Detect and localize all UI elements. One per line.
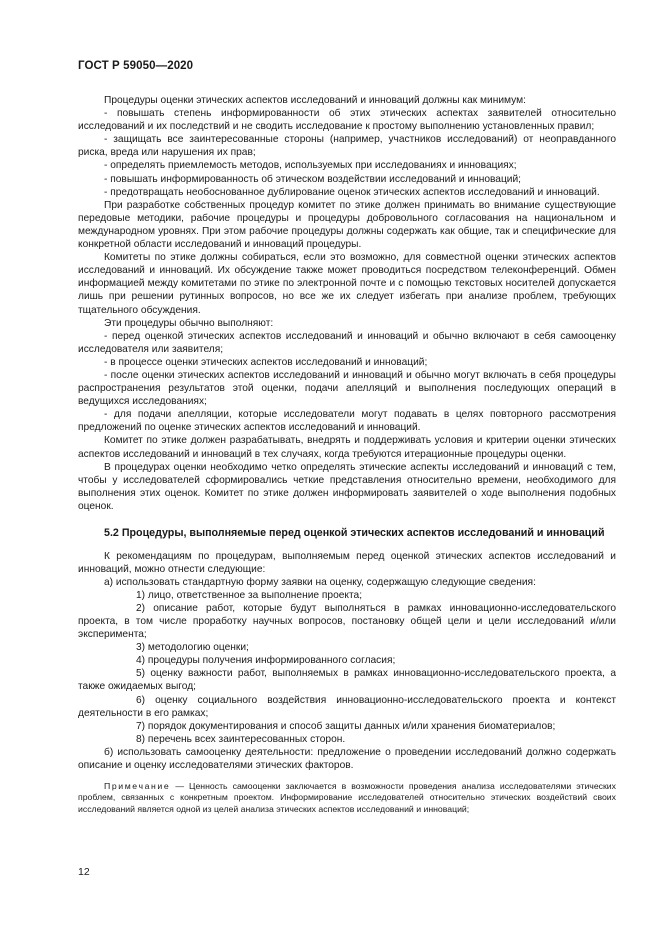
paragraph: Эти процедуры обычно выполняют:: [104, 317, 274, 329]
paragraph: При разработке собственных процедур комитет по этике должен принимать во внимание существующие передовые методики, рабочие процедуры и процедуры добровольного согласования на национальном и международном уровнях. При этом рабочие процедуры должны содержать как общие, так и специфические для конкретной области исследований и инноваций процедуры.: [78, 199, 616, 251]
note: [78, 781, 616, 815]
paragraph: Процедуры оценки этических аспектов исследований и инноваций должны как минимум:: [104, 95, 526, 106]
paragraph: - защищать все заинтересованные стороны (например, участников исследований) от неоправданного риска, вреда или нарушения их прав;: [78, 134, 616, 159]
paragraph: 1) лицо, ответственное за выполнение проекта;: [136, 589, 363, 601]
section-heading: 5.2 Процедуры, выполняемые перед оценкой этических аспектов исследований и инноваций: [104, 527, 605, 539]
paragraph: - перед оценкой этических аспектов исследований и инноваций и обычно включают в себя самооценку исследователя или заявителя;: [78, 330, 616, 355]
paragraph: - предотвращать необоснованное дублирование оценок этических аспектов исследований и инноваций.: [104, 186, 600, 198]
paragraph: К рекомендациям по процедурам, выполняемым перед оценкой этических аспектов исследований и инноваций, можно отнести следующие:: [78, 550, 616, 575]
paragraph: 2) описание работ, которые будут выполняться в рамках инновационно-исследовательского проекта, в том числе проработку научных вопросов, постановку общей цели и цели исследований и/или эксперимента;: [78, 602, 616, 641]
paragraph: - повышать информированность об этическом воздействии исследований и инноваций;: [104, 173, 521, 185]
paragraph: - для подачи апелляции, которые исследователи могут подавать в целях повторного рассмотрения предложений по оценке этических аспектов исследований и инноваций.: [78, 409, 616, 434]
document-header: ГОСТ Р 59050—2020: [78, 60, 194, 72]
paragraph: - после оценки этических аспектов исследований и инноваций и обычно могут включать в себя процедуры распространения результатов этой оценки, подачи апелляций и выполнения последующих операций в ведущихся исследованиях;: [78, 369, 616, 408]
paragraph: а) использовать стандартную форму заявки на оценку, содержащую следующие сведения:: [104, 576, 536, 588]
page-number: 12: [78, 866, 90, 878]
paragraph-group-section-5-2: [78, 550, 616, 773]
paragraph: Комитет по этике должен разрабатывать, внедрять и поддерживать условия и критерии оценки этических аспектов исследований и инноваций в тех случаях, когда требуются итерационные процедуры оценки.: [78, 435, 616, 460]
paragraph: 6) оценку социального воздействия инновационно-исследовательского проекта и контекст деятельности в его рамках;: [78, 694, 616, 719]
document-body: [78, 94, 616, 815]
paragraph: 8) перечень всех заинтересованных сторон.: [136, 733, 346, 745]
paragraph: Комитеты по этике должны собираться, если это возможно, для совместной оценки этических аспектов исследований и инноваций. Их обсуждение также может проводиться посредством телеконференций. Обмен информацией между комитетами по этике по электронной почте и с помощью текстовых носителей допускается лишь при решении рутинных вопросов, но все же их следует избегать при анализе проблем, требующих тщательного обсуждения.: [78, 252, 616, 316]
paragraph: В процедурах оценки необходимо четко определять этические аспекты исследований и инноваций с тем, чтобы у исследователей сформировались четкие представления относительно времени, необходимого для выполнения этих оценок. Комитет по этике должен информировать заявителей о ходе выполнения подобных оценок.: [78, 461, 616, 512]
paragraph: - определять приемлемость методов, используемых при исследованиях и инновациях;: [104, 160, 517, 172]
paragraph: б) использовать самооценку деятельности: предложение о проведении исследований должно содержать описание и оценку исследователями этических факторов.: [78, 746, 616, 771]
paragraph-group-general: [78, 94, 616, 513]
paragraph: - в процессе оценки этических аспектов исследований и инноваций;: [104, 356, 428, 368]
paragraph: 3) методологию оценки;: [136, 642, 249, 654]
paragraph: 5) оценку важности работ, выполняемых в рамках инновационно-исследовательского проекта, а также ожидаемых выгод;: [78, 668, 616, 693]
note-label: Примечание: [104, 781, 171, 792]
paragraph: 7) порядок документирования и способ защиты данных и/или хранения биоматериалов;: [136, 720, 556, 732]
note-text: — Ценность самооценки заключается в возможности проведения анализа исследователями этических проблем, связанных с конкретным проектом. Информирование исследователей относительно этических воздействий своих исследований является одной из целей анализа этических аспектов исследований и инноваций;: [78, 781, 616, 814]
paragraph: 4) процедуры получения информированного согласия;: [136, 655, 396, 667]
paragraph: - повышать степень информированности об этих этических аспектах заявителей относительно исследований и их последствий и не сводить исследование к простому выполнению установленных правил;: [78, 108, 616, 133]
